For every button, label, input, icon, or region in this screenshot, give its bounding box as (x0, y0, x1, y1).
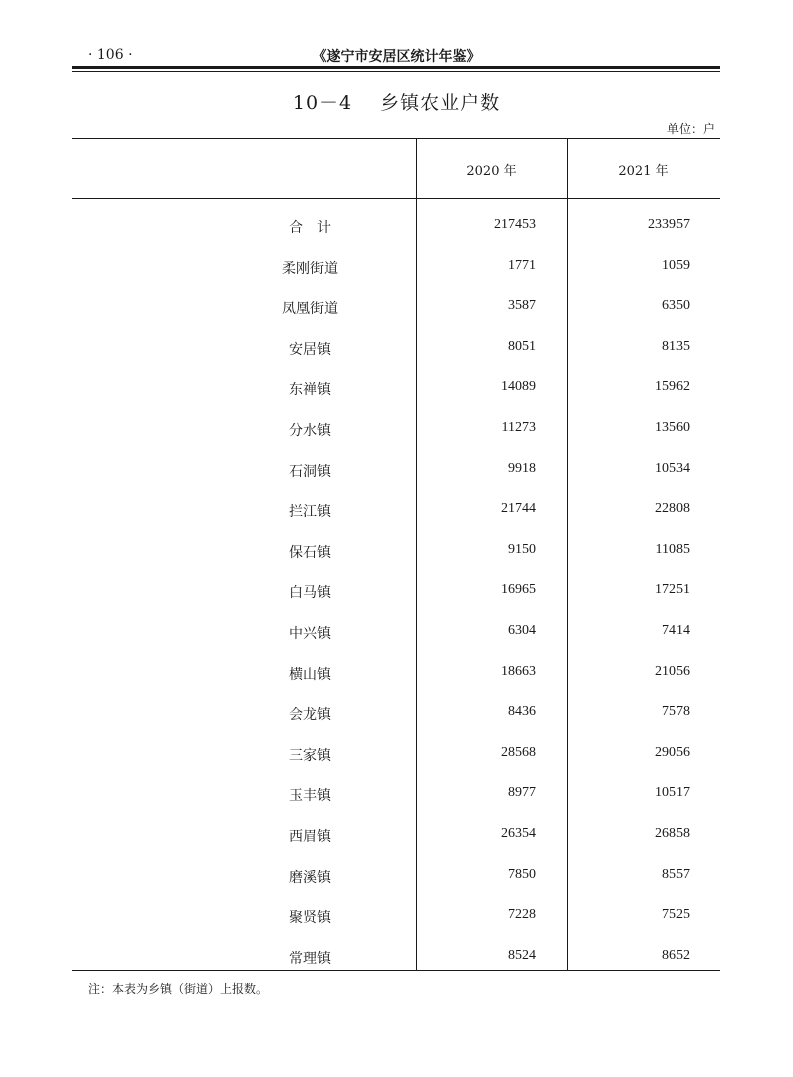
value-2020: 3587 (508, 298, 536, 314)
value-2020: 16965 (501, 582, 536, 598)
row-name: 分水镇 (289, 423, 331, 439)
value-2021: 10534 (655, 460, 690, 476)
row-name: 东禅镇 (289, 382, 331, 399)
value-2020: 9150 (508, 541, 536, 557)
value-2021: 7578 (662, 704, 690, 720)
table-title-text: 乡镇农业户数 (380, 92, 501, 114)
value-2021: 7525 (662, 907, 690, 923)
row-name: 石洞镇 (289, 463, 331, 480)
value-2021: 8557 (662, 866, 690, 882)
value-2020: 8051 (508, 338, 536, 354)
value-2021: 7414 (662, 623, 690, 638)
table-number: 10－4 (292, 92, 353, 114)
row-name: 白马镇 (289, 585, 331, 602)
table-row (72, 570, 720, 610)
value-2020: 9918 (508, 460, 536, 476)
value-2021: 26858 (655, 826, 690, 841)
value-2020: 18663 (501, 663, 536, 679)
value-2020: 1771 (508, 257, 536, 273)
row-name: 三家镇 (289, 747, 331, 764)
table-title (0, 88, 793, 115)
value-2020: 11273 (501, 420, 536, 435)
row-name: 凤凰街道 (282, 301, 338, 318)
value-2021: 8652 (662, 947, 690, 963)
table-row (72, 246, 720, 286)
value-2020: 7850 (508, 866, 536, 882)
value-2020: 28568 (501, 744, 536, 760)
table-row (72, 327, 720, 367)
value-2021: 13560 (655, 420, 690, 435)
value-2020: 14089 (501, 379, 536, 395)
column-header-2021: 2021 年 (618, 164, 669, 179)
header-rule-thick (72, 66, 720, 69)
value-2021: 10517 (655, 785, 690, 801)
value-2021: 15962 (655, 379, 690, 395)
table-row (72, 286, 720, 326)
table-row (72, 408, 720, 448)
table-row (72, 895, 720, 935)
table-row (72, 367, 720, 407)
value-2021: 8135 (662, 338, 690, 354)
row-name: 柔刚街道 (282, 260, 338, 277)
table-row (72, 733, 720, 773)
value-2020: 217453 (494, 217, 536, 232)
value-2020: 8524 (508, 947, 536, 963)
table-top-rule (72, 138, 720, 139)
row-name: 横山镇 (289, 666, 331, 683)
table-row (72, 936, 720, 976)
value-2021: 1059 (662, 257, 690, 273)
value-2021: 6350 (662, 298, 690, 314)
table-row (72, 855, 720, 895)
table-row (72, 652, 720, 692)
value-2020: 7228 (508, 907, 536, 923)
value-2020: 8977 (508, 785, 536, 801)
value-2020: 21744 (501, 501, 536, 517)
row-name: 中兴镇 (289, 626, 331, 642)
row-name: 聚贤镇 (289, 910, 331, 927)
value-2020: 26354 (501, 826, 536, 841)
value-2020: 6304 (508, 623, 536, 638)
row-name: 磨溪镇 (289, 869, 331, 886)
value-2021: 22808 (655, 501, 690, 517)
table-row (72, 449, 720, 489)
page-number: · 106 · (88, 47, 133, 63)
value-2021: 233957 (648, 217, 690, 232)
row-name: 西眉镇 (289, 829, 331, 845)
table-note: 注：本表为乡镇（街道）上报数。 (88, 982, 269, 996)
table-row (72, 489, 720, 529)
value-2020: 8436 (508, 704, 536, 720)
row-name: 会龙镇 (289, 707, 331, 724)
row-name: 玉丰镇 (289, 788, 331, 805)
value-2021: 29056 (655, 744, 690, 760)
row-name: 合 计 (289, 220, 331, 236)
value-2021: 17251 (655, 582, 690, 598)
table-row (72, 205, 720, 245)
table-row (72, 530, 720, 570)
row-name: 拦江镇 (289, 504, 331, 521)
table-row (72, 773, 720, 813)
running-title: 《遂宁市安居区统计年鉴》 (312, 49, 481, 65)
table-row (72, 814, 720, 854)
value-2021: 11085 (655, 541, 690, 557)
table-row (72, 611, 720, 651)
row-name: 常理镇 (289, 950, 331, 967)
row-name: 安居镇 (289, 341, 331, 358)
header-rule-thin (72, 71, 720, 72)
column-header-2020: 2020 年 (466, 164, 517, 179)
table-header-rule (72, 198, 720, 199)
table-row (72, 692, 720, 732)
row-name: 保石镇 (289, 544, 331, 561)
unit-label: 单位：户 (666, 122, 715, 136)
value-2021: 21056 (655, 663, 690, 679)
